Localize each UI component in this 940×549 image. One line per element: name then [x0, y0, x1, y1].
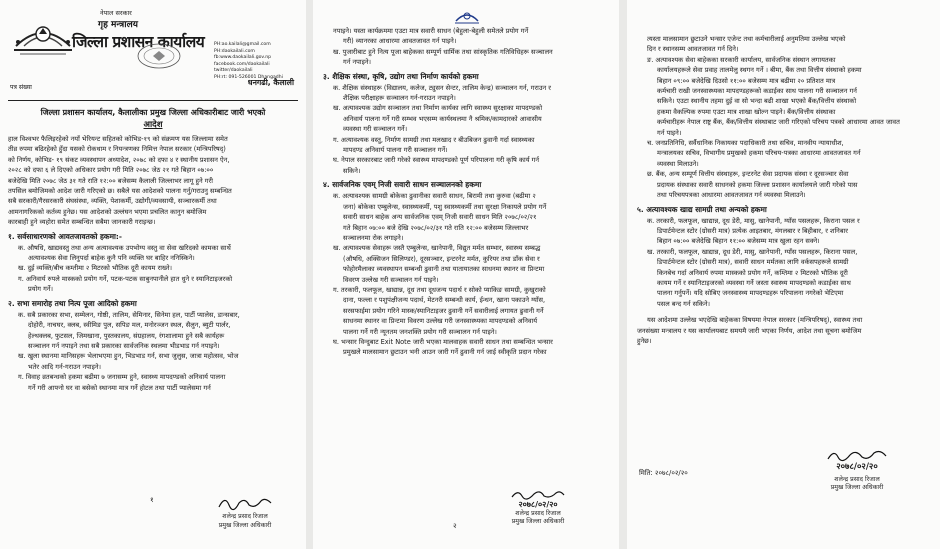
nepal-emblem-icon — [454, 8, 480, 24]
text-line: अत्यावश्यक सेवा लिनुपर्दा बाहेक कुनै पनि व्यक्ति घर बाहिर ननिस्किने। — [28, 254, 195, 263]
text-line: व्यवस्था मिलाउने। — [657, 159, 699, 168]
signature-date: २०७८/०२/२० — [836, 462, 878, 472]
text-line: २०२८ को दफा ६ ले दिएको अधिकार प्रयोग गरी मिति २०७८ जेठ २१ गते बिहान ०७:०० — [8, 166, 214, 175]
text-line: किनबेच गर्दा अनिवार्य रुपमा मास्कको प्रयोग गर्ने, कम्तिमा २ मिटरको भौतिक दूरी — [657, 268, 848, 277]
text-line: सबै सरकारी/गैरसरकारी संघसंस्था, व्यक्ति, पेशाकर्मी, उद्योगी/व्यवसायी, सञ्चारकर्मी तथा — [8, 197, 217, 206]
text-line: आमनागरिकको कर्तव्य हुनेछ। यस आदेशको उल्लंघन भएमा प्रचलित कानुन बमोजिम — [8, 207, 207, 216]
signatory-name: शलेन्द्र प्रसाद रिजाल — [515, 509, 561, 517]
text-line: ग. तरकारी, फलफूल, खाद्यान्न, दूध तथा दूधजन्य पदार्थ र सोको प्याकिङ सामग्री, कुखुराको — [333, 285, 546, 294]
text-line: कार्यालयहरूले सेवा प्रवाह तालमेलु स्थगन गर्ने । बीमा, बैंक तथा वित्तीय संस्थाको हकमा — [657, 66, 862, 75]
government-name: नेपाल सरकार — [100, 9, 132, 17]
text-line: छ. बैंक, अन्य सम्पूर्ण वित्तीय संस्थाहरू, इन्टरनेट सेवा प्रदायक संस्था र दूरसञ्चार सेवा — [647, 170, 849, 179]
text-line: प्रयोग गर्ने। — [28, 285, 53, 294]
signatory-title: प्रमुख जिल्ला अधिकारी — [511, 518, 565, 525]
office-location: धनगढी, कैलाली — [247, 78, 294, 87]
text-line: पालना गर्नुपर्ने। यदि सोबिए जनस्वास्थ्य मापदण्डहरू परिपालना नगरेको भेटिएमा — [657, 289, 844, 298]
order-page-3 — [627, 0, 940, 549]
order-page-2 — [313, 0, 619, 549]
text-line: सरसफाईमा प्रयोग गरिने मास्क/स्यानिटाइजर ढुवानी गर्ने सवारीलाई लगायत ढुवानी गर्ने — [343, 306, 544, 315]
text-line: पालना गर्ने गरी न्यूनतम जनशक्ति प्रयोग गरी सञ्चालन गर्न पाइने। — [343, 327, 497, 336]
text-line: क. औषधि, खाद्यवस्तु तथा अन्य अत्यावश्यक उपभोग्य वस्तु वा सेवा खरिदको कामका सार्थे — [18, 243, 231, 252]
office-name: जिल्ला प्रशासन कार्यालय — [72, 33, 205, 51]
text-line: सञ्चालन गर्न नपाइने तथा सबै प्रकारका सार्वजनिक स्थलमा भीडभाड गर्न नपाइने। — [28, 341, 220, 350]
text-line: नपाइने। यस्ता कार्यक्रममा एउटा मात्र सवारी साधन (बेहुला-बेहुली समेतले प्रयोग गर्ने — [333, 27, 529, 35]
order-subject: जिल्ला प्रशासन कार्यालय, कैलालीका प्रमुख जिल्ला अधिकारीबाट जारी भएको — [40, 108, 266, 117]
text-line: हुनेछ। — [637, 336, 652, 345]
text-line: गरी) व्यानरका आधारमा आवतजावत गर्न पाइने। — [343, 37, 457, 46]
text-line: सकिने। — [343, 166, 361, 175]
reference-label: पत्र संख्या — [10, 84, 32, 91]
office-seal-icon — [136, 42, 182, 70]
page-gap — [306, 0, 313, 549]
signatory-name: शलेन्द्र प्रसाद रिजाल — [834, 475, 880, 483]
text-line: ख. दुई व्यक्ति/बीच कम्तीमा २ मिटरको भौतिक दूरी कायम राख्ने। — [18, 264, 173, 273]
text-line: बिहान ०९:०० बजेदेखि दिउसो ११:०० बजेसम्म मात्र बढीमा २० प्रतिशत मात्र — [657, 76, 836, 85]
signature-icon — [508, 487, 568, 501]
section-heading: ३. शैक्षिक संस्था, कृषि, उद्योग तथा निर्माण कार्यको हकमा — [323, 71, 479, 81]
signature-date: २०७८/०२/२० — [518, 500, 558, 509]
text-line: तीव्र रुपमा बढिरहेको हुँदा यसको रोकथाम र नियन्त्रणका निमित्त नेपाल सरकार (मन्त्रिपरिषद्) — [8, 145, 226, 154]
section-heading: १. सर्वसाधारणको आवतजावतको हकमा:- — [8, 231, 122, 241]
text-line: दिन र स्थानसम्म आवतजावत गर्न दिने। — [647, 45, 739, 54]
contact-line: facebook.com/daokailali — [214, 61, 270, 67]
text-line: डिपार्टमेन्टल स्टोर (ग्रोसरी मात्र), सवारी साधन मर्मतका लागि वर्कसपहरूले सामग्री — [657, 258, 849, 267]
text-line: ग. विवाह व्रतबन्धको हकमा बढीमा ७ जनासम्म हुने, स्वास्थ्य मापदण्डको अनिवार्य पालना — [18, 373, 226, 382]
text-line: मापदण्ड अनिवार्य पालना गरी सञ्चालन गर्ने। — [343, 146, 448, 155]
contact-line: PH:rt: 091-526001 Dhangadhi — [214, 74, 283, 80]
text-line: ङ. अत्यावश्यक सेवा बाहेकका सरकारी कार्यालय, सार्वजनिक संस्थान लगायतका — [647, 55, 836, 64]
text-line: जना) बोकेका एम्बुलेन्स, स्वास्थ्यकर्मी, पशु स्वास्थ्यकर्मी तथा सुरक्षा निकायले प्रयोग गर्ने — [343, 202, 547, 211]
text-line: डिपार्टमेन्टल स्टोर (ग्रोसरी मात्र) प्रत्येक आइतबार, मंगलबार र बिहीबार, र शनिबार — [657, 226, 849, 235]
signature-block — [797, 447, 917, 493]
order-heading: आदेश — [143, 120, 163, 130]
text-line: त्यस्ता मालसामान छुटाउने भन्सार एजेन्ट तथा कर्मचारीलाई अनुमतिमा उल्लेख भएको — [647, 35, 846, 43]
text-line: अनिवार्य पालना गर्ने गरी सम्भव भएसम्म कार्यस्थलमा नै श्रमिक/कामदारको आवासीय — [343, 114, 542, 123]
section-heading: २. सभा समारोह तथा नित्य पूजा आदिको हकमा — [8, 298, 137, 308]
order-date: मिति: २०७८/०२/२० — [639, 469, 688, 477]
text-line: ख. अत्यावश्यक उद्योग सञ्चालन तथा निर्माण कार्यका लागि स्वास्थ्य सुरक्षाका मापदण्डको — [333, 104, 543, 113]
text-line: पसल बन्द गर्न सकिने। — [657, 299, 711, 308]
text-line: कायम गर्ने र स्यानिटाइजरको व्यवस्था गर्ने जस्ता स्वास्थ्य मापदण्डको कडाईका साथ — [657, 278, 851, 287]
text-line: प्रमुखले मालसामान छुटाउन भनी आउन जारी गर्ने ढुवानी गर्न जाई स्वीकृति प्रदान गरेका — [343, 348, 547, 357]
text-line: ख. तरकारी, फलफूल, खाद्यान्न, दूध डेरी, मासु, खानेपानी, ग्याँस पसलहरू, किराना पसल, — [647, 247, 858, 256]
text-line: (औषधि, अक्सिजन सिलिण्डर), दूरसञ्चार, इन्टरनेट मर्मत, कुरियर तथा डाँक सेवा र — [343, 254, 540, 263]
text-line: साधनमा स्थानर वा प्रिन्टमा विवरण उल्लेख गरी जनस्वास्थ्यका मापदण्डको अनिवार्य — [343, 317, 538, 326]
text-line: ग. अनिवार्य रुपले मास्कको प्रयोग गर्ने, पटक-पटक साबुनपानीले हात धुने र स्यानिटाइजरको — [18, 274, 233, 283]
ministry-name: गृह मन्त्रालय — [98, 20, 138, 30]
signatory-title: प्रमुख जिल्ला अधिकारी — [218, 521, 272, 529]
text-line: सञ्चालनमा रोक लगाइने। — [343, 233, 404, 242]
text-line: ख. अत्यावश्यक सेवाहरू जस्तै एम्बुलेन्स, खानेपानी, विद्युत मर्मत सम्भार, स्वास्थ्य सम्बद्ध — [333, 244, 541, 253]
contact-block — [214, 42, 283, 82]
signature-icon — [824, 447, 890, 463]
page-number: १ — [150, 496, 154, 504]
text-line: व्यवस्था गरी सञ्चालन गर्ने। — [343, 125, 408, 134]
page-number: २ — [453, 522, 457, 530]
signature-block — [195, 493, 295, 530]
signatory-title: प्रमुख जिल्ला अधिकारी — [830, 484, 884, 491]
text-line: गते बिहान ०७:०० बजे देखि २०७८/०२/३१ गते राति १२:०० बजेसम्म जिल्लाभर — [343, 223, 529, 232]
text-line: यस आदेशमा उल्लेख भएदेखि बाहेकका विषयमा नेपाल सरकार (मन्त्रिपरिषद्), स्वास्थ्य तथा — [647, 316, 863, 325]
text-line: बिहान ०७:०० बजेदेखि बिहान ११:०० बजेसम्म मात्र खुला रहन सक्ने। — [657, 237, 820, 246]
text-line: विवरण उल्लेख गरी सञ्चालन गर्न पाइने। — [343, 275, 439, 284]
text-line: हकमा वैकल्पिक रुपमा एउटा मात्र शाखा खोल्न पाइने। बैंक/वित्तीय संस्थाका — [657, 107, 836, 116]
text-line: शैक्षिक परीक्षाहरू सञ्चालन गर्न-गराउन नपाइने। — [343, 94, 456, 103]
text-line: गर्ने गरी आफ्नो घर वा बसेको स्थानमा मात्र गर्ने होटल तथा पार्टी प्यालेसमा गर्न — [28, 383, 211, 392]
text-line: गर्न नपाइने। — [343, 58, 371, 67]
text-line: हाल विश्वभर फैलिइरहेको नयाँ भेरियन्ट सहितको कोभिड-१९ को संक्रमण यस जिल्लामा समेत — [8, 135, 228, 143]
order-page-1 — [0, 0, 306, 549]
contact-line: PH:daokailali.com — [214, 48, 255, 54]
contact-line: fb:www.daokailali.gov.np — [214, 55, 272, 61]
text-line: ग. अत्यावश्यक वस्तु, निर्माण सामग्री तथा मलखाद र बीउबिजन ढुवानी गर्दा स्वास्थ्यका — [333, 135, 535, 144]
text-line: ख. पुजारीबाट हुने नित्य पूजा बाहेकका सम्पूर्ण धार्मिक तथा सांस्कृतिक गतिविधिहरू सञ्चालन — [333, 47, 553, 56]
signature-icon — [215, 493, 275, 513]
contact-line: PH:ao.kailali@gmail.com — [214, 42, 271, 47]
letterhead — [8, 6, 298, 101]
text-line: क. अत्यावश्यक सामग्री बोकेका ढुवानीका सवारी साधन, बिरामी तथा कुरुवा (बढीमा २ — [333, 192, 536, 201]
text-line: प्रदायक संस्थाका सवारी साधनको हकमा जिल्ला प्रशासन कार्यालयले जारी गरेको पास — [657, 180, 858, 189]
text-line: घ. भन्सार विन्दुबाट Exit Note जारी भएका मालवाहक सवारी साधन तथा सम्बन्धित भन्सार — [333, 337, 553, 346]
text-line: क. सबै प्रकारका सभा, सम्मेलन, गोष्ठी, तालिम, सेमिनार, सिनेमा हल, पार्टी प्यालेस, डान्सबार, — [18, 310, 240, 319]
closing-paragraph — [637, 315, 930, 346]
section-heading: ४. सार्वजनिक एवम् निजी सवारी साधन सञ्चालनको हकमा — [323, 180, 482, 190]
text-line: दोहोरी, नाचघर, क्लब, स्वीमिङ पुल, सपिङ मल, मनोरञ्जन स्थल, सैलुन, ब्युटी पार्लर, — [28, 321, 231, 330]
text-line: गर्न पाइने। — [657, 128, 682, 137]
text-line: कर्मचारीहरू नेपाल राष्ट्र बैंक, बैंक/वित्तीय संस्थाबाट जारी गरिएको परिचय पत्रको आधारमा आवत जावत — [657, 118, 900, 127]
nepal-emblem-icon — [10, 12, 76, 58]
contact-line: twitter/daokailali — [214, 68, 253, 74]
signatory-name: शलेन्द्र प्रसाद रिजाल — [222, 513, 268, 520]
intro-paragraph — [8, 134, 298, 228]
text-line: घ. नेपाल सरकारबाट जारी गरेको स्वास्थ्य मापदण्डको पूर्ण परिपालना गरी कृषि कार्य गर्न — [333, 156, 540, 165]
text-line: हेल्थक्लब, फुटसल, जिमखाना, पुस्तकालय, संग्रहालय, रंगशालामा हुने सबै कार्यहरू — [28, 331, 225, 340]
text-line: कर्मचारी राखी जनस्वास्थ्यका मापदण्डहरूको कडाईका साथ पालना गरी सञ्चालन गर्न — [657, 87, 857, 96]
text-line: क. तरकारी, फलफूल, खाद्यान्न, दूध डेरी, मासु, खानेपानी, ग्याँस पसलहरू, किराना पसल र — [647, 216, 860, 225]
text-line: दाना, फल्ला र पशुपंक्षीजन्य पदार्थ, मेटनरी सम्बन्धी कार्य, ईन्धन, खाना पकाउने ग्याँस, — [343, 296, 546, 305]
section-heading: ५. अत्यावश्यक खाद्य सामग्री तथा अन्यको हकमा — [637, 204, 767, 214]
text-line: को निर्णय, कोभिड- १९ संकट व्यवस्थापन अध्यादेश, २०७८ को दफा ४ र स्थानीय प्रशासन ऐन, — [8, 155, 230, 164]
text-line: तथा परिचयपत्रका आधारमा आवतजावत गर्न व्यवस्था मिलाउने। — [657, 191, 806, 200]
text-line: क. शैक्षिक संस्थाहरू (विद्यालय, कलेज, ट्युसन सेन्टर, तालिम केन्द्र) सञ्चालन गर्न, गराउन र — [333, 83, 551, 92]
text-line: बजेदेखि मिति २०७८ जेठ ३१ गते राति १२:०० बजेसम्म कैलाली जिल्लाभर लागू हुने गरी — [8, 176, 213, 185]
text-line: जनसंख्या मन्त्रालय र यस कार्यालयबाट समयमै जारी भएका निर्णय, आदेश तथा सूचना बमोजिम — [637, 326, 862, 335]
text-line: तपसिल बमोजिमको आदेश जारी गरिएको छ। सबैले यस आदेशको पालना गर्नु/गराउनु सम्बन्धित — [8, 187, 232, 196]
page-gap — [619, 0, 627, 549]
text-line: सवारी साधन बाहेक अन्य सार्वजनिक एवम् निजी सवारी साधन मिति २०७८/०२/२१ — [343, 213, 537, 222]
text-line: कारबाही हुने व्यहोरा समेत सम्बन्धित सबैमा जानकारी गराइन्छ। — [8, 218, 156, 227]
text-line: च. जनप्रतिनिधि, सर्वैधानिक निकायका पदाधिकारी तथा सचिव, मानवीय न्यायाधीश, — [647, 139, 844, 148]
text-line: मन्त्रालयका सचिव, विभागीय प्रमुखको हकमा परिचय-पत्रका आधारमा आवतजावत गर्न — [657, 149, 861, 158]
text-line: ख. खुला स्थानमा मानिसहरू भेलाभएमा हुन, भिडभाड गर्न, सभा जुलुस, जात्रा महोत्सव, भोज — [18, 352, 239, 361]
text-line: फोहोरमैलाका व्यवस्थापन सम्बन्धी ढुवानी तथा यातायातका साधनमा स्थानर वा प्रिन्टमा — [343, 265, 545, 274]
signature-block — [483, 487, 593, 527]
text-line: सकिने। एउटा स्थानीय तहमा दुई वा सो भन्दा बढी शाखा भएको बैंक/वित्तीय संस्थाको — [657, 97, 857, 106]
text-line: भतेर आदि गर्न-गराउन नपाइने। — [28, 362, 101, 371]
